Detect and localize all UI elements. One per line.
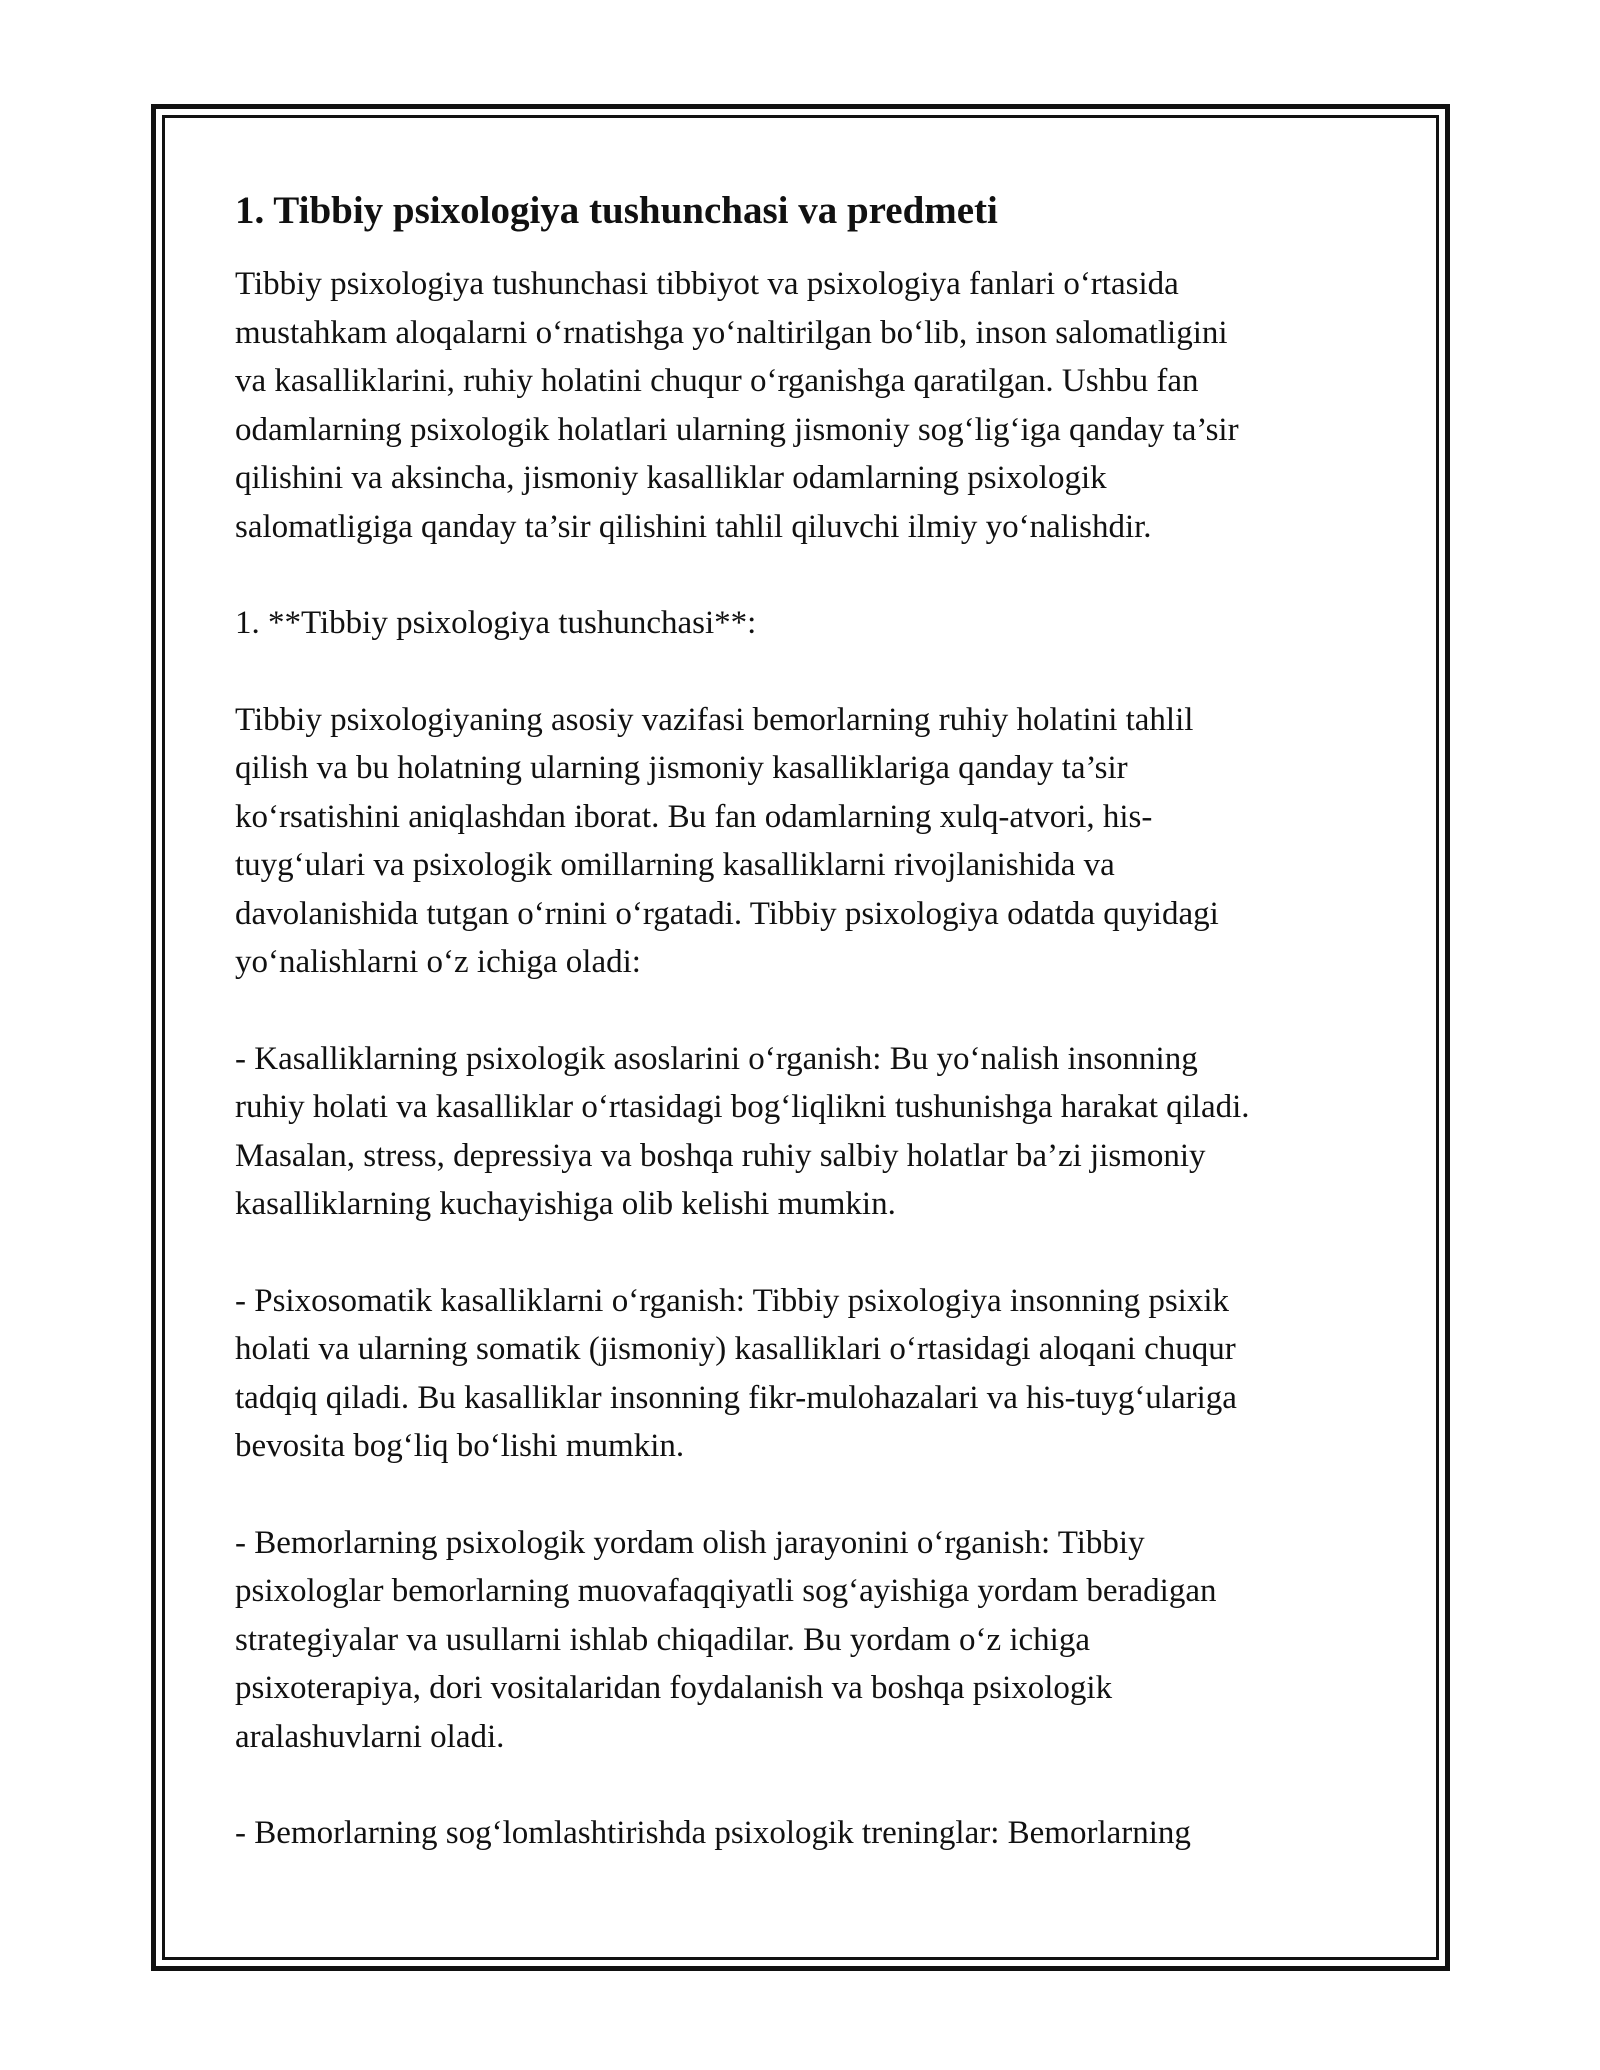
text-line: tuyg‘ulari va psixologik omillarning kasalliklarni rivojlanishida va (235, 847, 1115, 883)
text-line: bevosita bog‘liq bo‘lishi mumkin. (235, 1428, 685, 1464)
text-line: ruhiy holati va kasalliklar o‘rtasidagi bog‘liqlikni tushunishga harakat qiladi. (235, 1089, 1250, 1125)
section-heading: 1. Tibbiy psixologiya tushunchasi va predmeti (235, 189, 998, 232)
text-line: Tibbiy psixologiya tushunchasi tibbiyot va psixologiya fanlari o‘rtasida (235, 266, 1179, 302)
list-item-psychosomatic (235, 1277, 1375, 1471)
text-line: strategiyalar va usullarni ishlab chiqadilar. Bu yordam o‘z ichiga (235, 1621, 1090, 1658)
text-line: mustahkam aloqalarni o‘rnatishga yo‘naltirilgan bo‘lib, inson salomatligini (235, 314, 1228, 351)
text-line: - Kasalliklarning psixologik asoslarini o‘rganish: Bu yo‘nalish insonning (235, 1040, 1198, 1077)
text-line: psixologlar bemorlarning muovafaqqiyatli sog‘ayishiga yordam beradigan (235, 1573, 1217, 1609)
paragraph-main-task (235, 696, 1375, 987)
text-line: qilish va bu holatning ularning jismoniy kasalliklariga qanday ta’sir (235, 750, 1128, 786)
text-line: Masalan, stress, depressiya va boshqa ruhiy salbiy holatlar ba’zi jismoniy (235, 1137, 1206, 1174)
text-line: - Psixosomatik kasalliklarni o‘rganish: Tibbiy psixologiya insonning psixik (235, 1282, 1230, 1319)
text-line: odamlarning psixologik holatlari ularning jismoniy sog‘lig‘iga qanday ta’sir (235, 411, 1239, 448)
text-line: va kasalliklarini, ruhiy holatini chuqur o‘rganishga qaratilgan. Ushbu fan (235, 363, 1199, 399)
list-item-psychological-help (235, 1519, 1375, 1762)
text-line: aralashuvlarni oladi. (235, 1718, 505, 1755)
paragraph-subheading (235, 599, 1375, 648)
text-line: ko‘rsatishini aniqlashdan iborat. Bu fan odamlarning xulq-atvori, his- (235, 798, 1153, 835)
text-line: psixoterapiya, dori vositalaridan foydalanish va boshqa psixologik (235, 1670, 1113, 1706)
list-item-psychological-basis (235, 1035, 1375, 1229)
paragraph-intro (235, 260, 1375, 551)
document-body (235, 186, 1375, 1906)
text-line: kasalliklarning kuchayishiga olib kelishi mumkin. (235, 1186, 896, 1222)
text-line: salomatligiga qanday ta’sir qilishini tahlil qiluvchi ilmiy yo‘nalishdir. (235, 508, 1152, 545)
text-line: tadqiq qiladi. Bu kasalliklar insonning fikr-mulohazalari va his-tuyg‘ulariga (235, 1379, 1237, 1416)
text-line: Tibbiy psixologiyaning asosiy vazifasi bemorlarning ruhiy holatini tahlil (235, 701, 1194, 738)
text-line: holati va ularning somatik (jismoniy) kasalliklari o‘rtasidagi aloqani chuqur (235, 1331, 1236, 1367)
text-line: - Bemorlarning psixologik yordam olish jarayonini o‘rganish: Tibbiy (235, 1524, 1145, 1561)
text-line: davolanishida tutgan o‘rnini o‘rgatadi. Tibbiy psixologiya odatda quyidagi (235, 895, 1219, 932)
list-item-trainings (235, 1809, 1375, 1858)
text-line: 1. **Tibbiy psixologiya tushunchasi**: (235, 605, 757, 641)
text-line: qilishini va aksincha, jismoniy kasalliklar odamlarning psixologik (235, 460, 1107, 496)
text-line: yo‘nalishlarni o‘z ichiga oladi: (235, 944, 641, 980)
text-line: - Bemorlarning sog‘lomlashtirishda psixologik treninglar: Bemorlarning (235, 1815, 1191, 1851)
